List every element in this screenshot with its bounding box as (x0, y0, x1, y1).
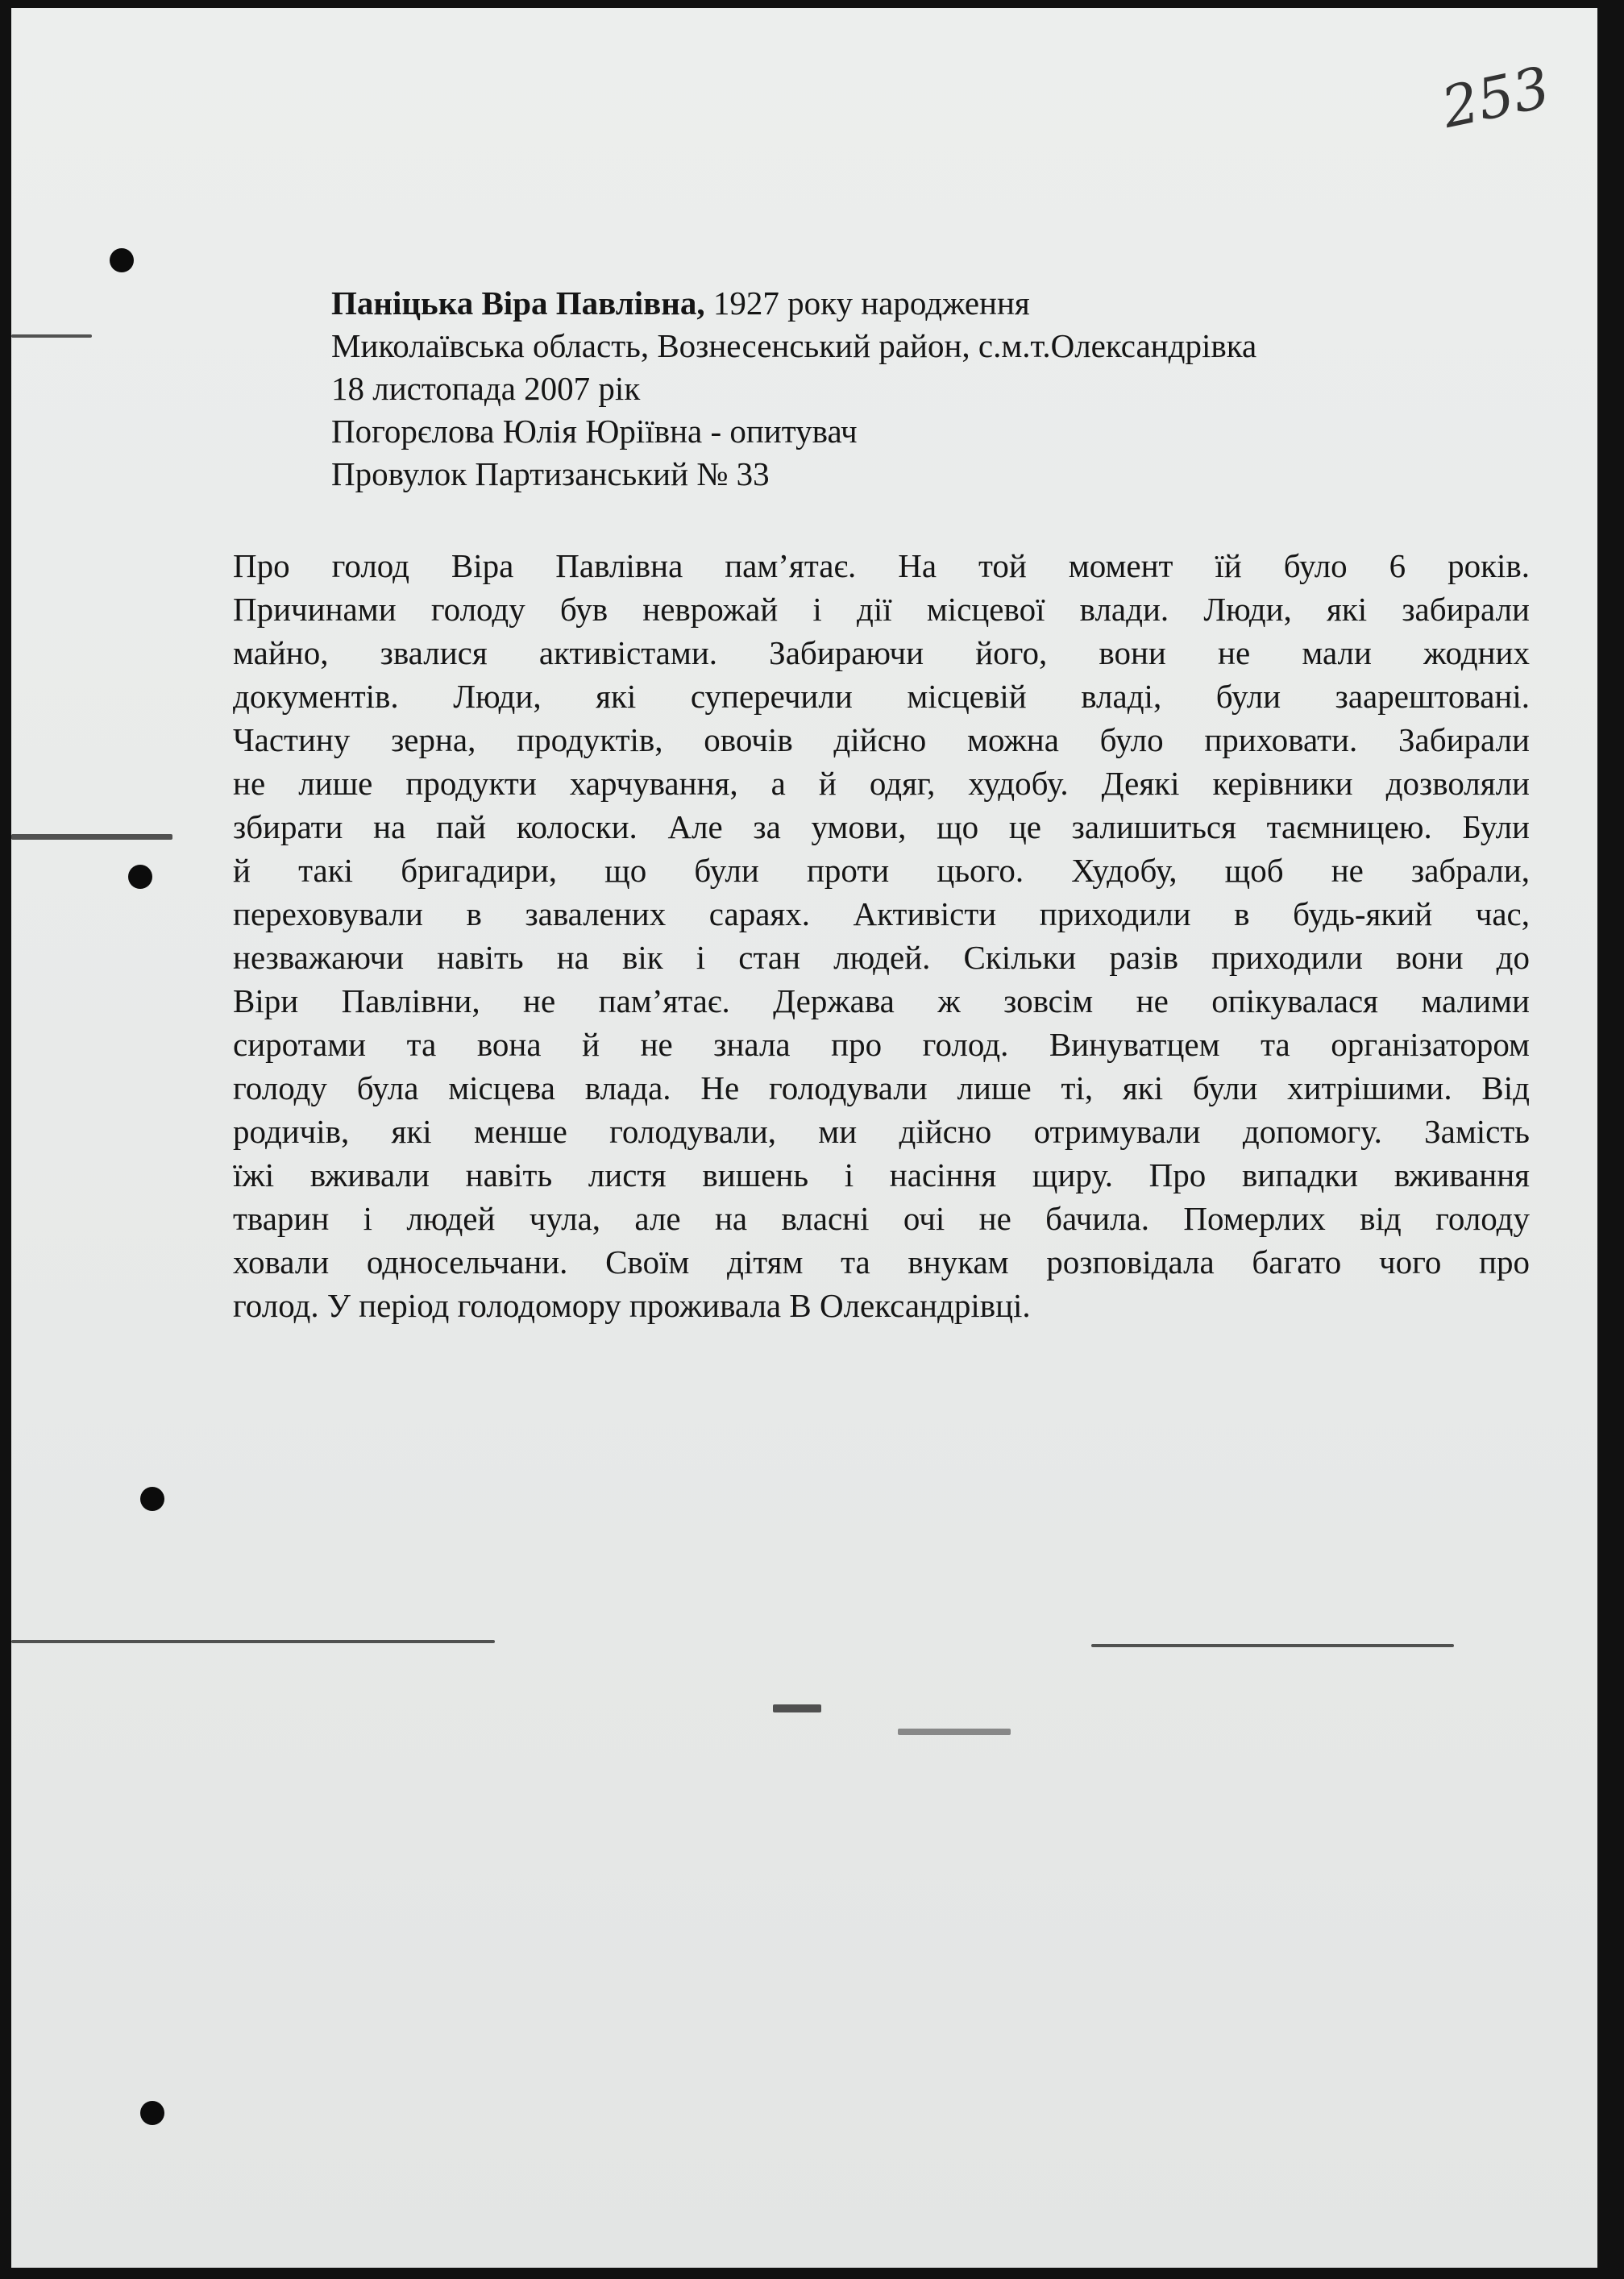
punch-hole-icon (140, 1487, 164, 1511)
text-line: сиротами та вона й не знала про голод. Винуватцем та організатором (233, 1026, 1530, 1063)
text-line: й такі бригадири, що були проти цього. Худобу, щоб не забрали, (233, 852, 1530, 889)
text-line: збирати на пай колоски. Але за умови, що це залишиться таємницею. Були (233, 808, 1530, 845)
text-line: переховували в завалених сараях. Активісти приходили в будь-який час, (233, 895, 1530, 932)
interview-header (331, 282, 1256, 496)
text-line: Про голод Віра Павлівна пам’ятає. На той момент їй було 6 років. (233, 547, 1530, 584)
text-line: Віри Павлівни, не пам’ятає. Держава ж зовсім не опікувалася малими (233, 982, 1530, 1019)
respondent-name: Паніцька Віра Павлівна, (331, 284, 705, 322)
text-line: Причинами голоду був неврожай і дії місцевої влади. Люди, які забирали (233, 591, 1530, 628)
interviewer-line: Погорєлова Юлія Юріївна - опитувач (331, 413, 858, 450)
scan-mark (898, 1729, 1011, 1735)
text-line: ховали односельчани. Своїм дітям та внукам розповідала багато чого про (233, 1243, 1530, 1281)
document-page (11, 8, 1597, 2268)
interview-text (233, 544, 1530, 1327)
text-line: Частину зерна, продуктів, овочів дійсно можна було приховати. Забирали (233, 721, 1530, 758)
text-line: їжі вживали навіть листя вишень і насіння щиру. Про випадки вживання (233, 1156, 1530, 1193)
scan-mark (11, 1640, 495, 1643)
text-line: не лише продукти харчування, а й одяг, худобу. Деякі керівники дозволяли (233, 765, 1530, 802)
text-line: голод. У період голодомору проживала В Олександрівці. (233, 1287, 1031, 1324)
location-line: Миколаївська область, Вознесенський район, с.м.т.Олександрівка (331, 327, 1257, 364)
text-line: голоду була місцева влада. Не голодували лише ті, які були хитрішими. Від (233, 1069, 1530, 1106)
scan-mark (773, 1704, 821, 1712)
birth-year: 1927 року народження (704, 284, 1030, 322)
header-name-line (331, 282, 1256, 325)
text-line: тварин і людей чула, але на власні очі не бачила. Померлих від голоду (233, 1200, 1530, 1237)
scan-mark (11, 334, 92, 338)
text-line: майно, звалися активістами. Забираючи його, вони не мали жодних (233, 634, 1530, 671)
date-line: 18 листопада 2007 рік (331, 370, 641, 407)
punch-hole-icon (128, 865, 152, 889)
address-line: Провулок Партизанський № 33 (331, 455, 770, 492)
handwritten-page-number: 253 (1435, 54, 1555, 141)
punch-hole-icon (140, 2101, 164, 2125)
text-line: документів. Люди, які суперечили місцевій владі, були заарештовані. (233, 678, 1530, 715)
text-line: родичів, які менше голодували, ми дійсно отримували допомогу. Замість (233, 1113, 1530, 1150)
punch-hole-icon (110, 248, 134, 272)
scan-mark (11, 834, 172, 840)
text-line: незважаючи навіть на вік і стан людей. Скільки разів приходили вони до (233, 939, 1530, 976)
scan-mark (1091, 1644, 1454, 1647)
